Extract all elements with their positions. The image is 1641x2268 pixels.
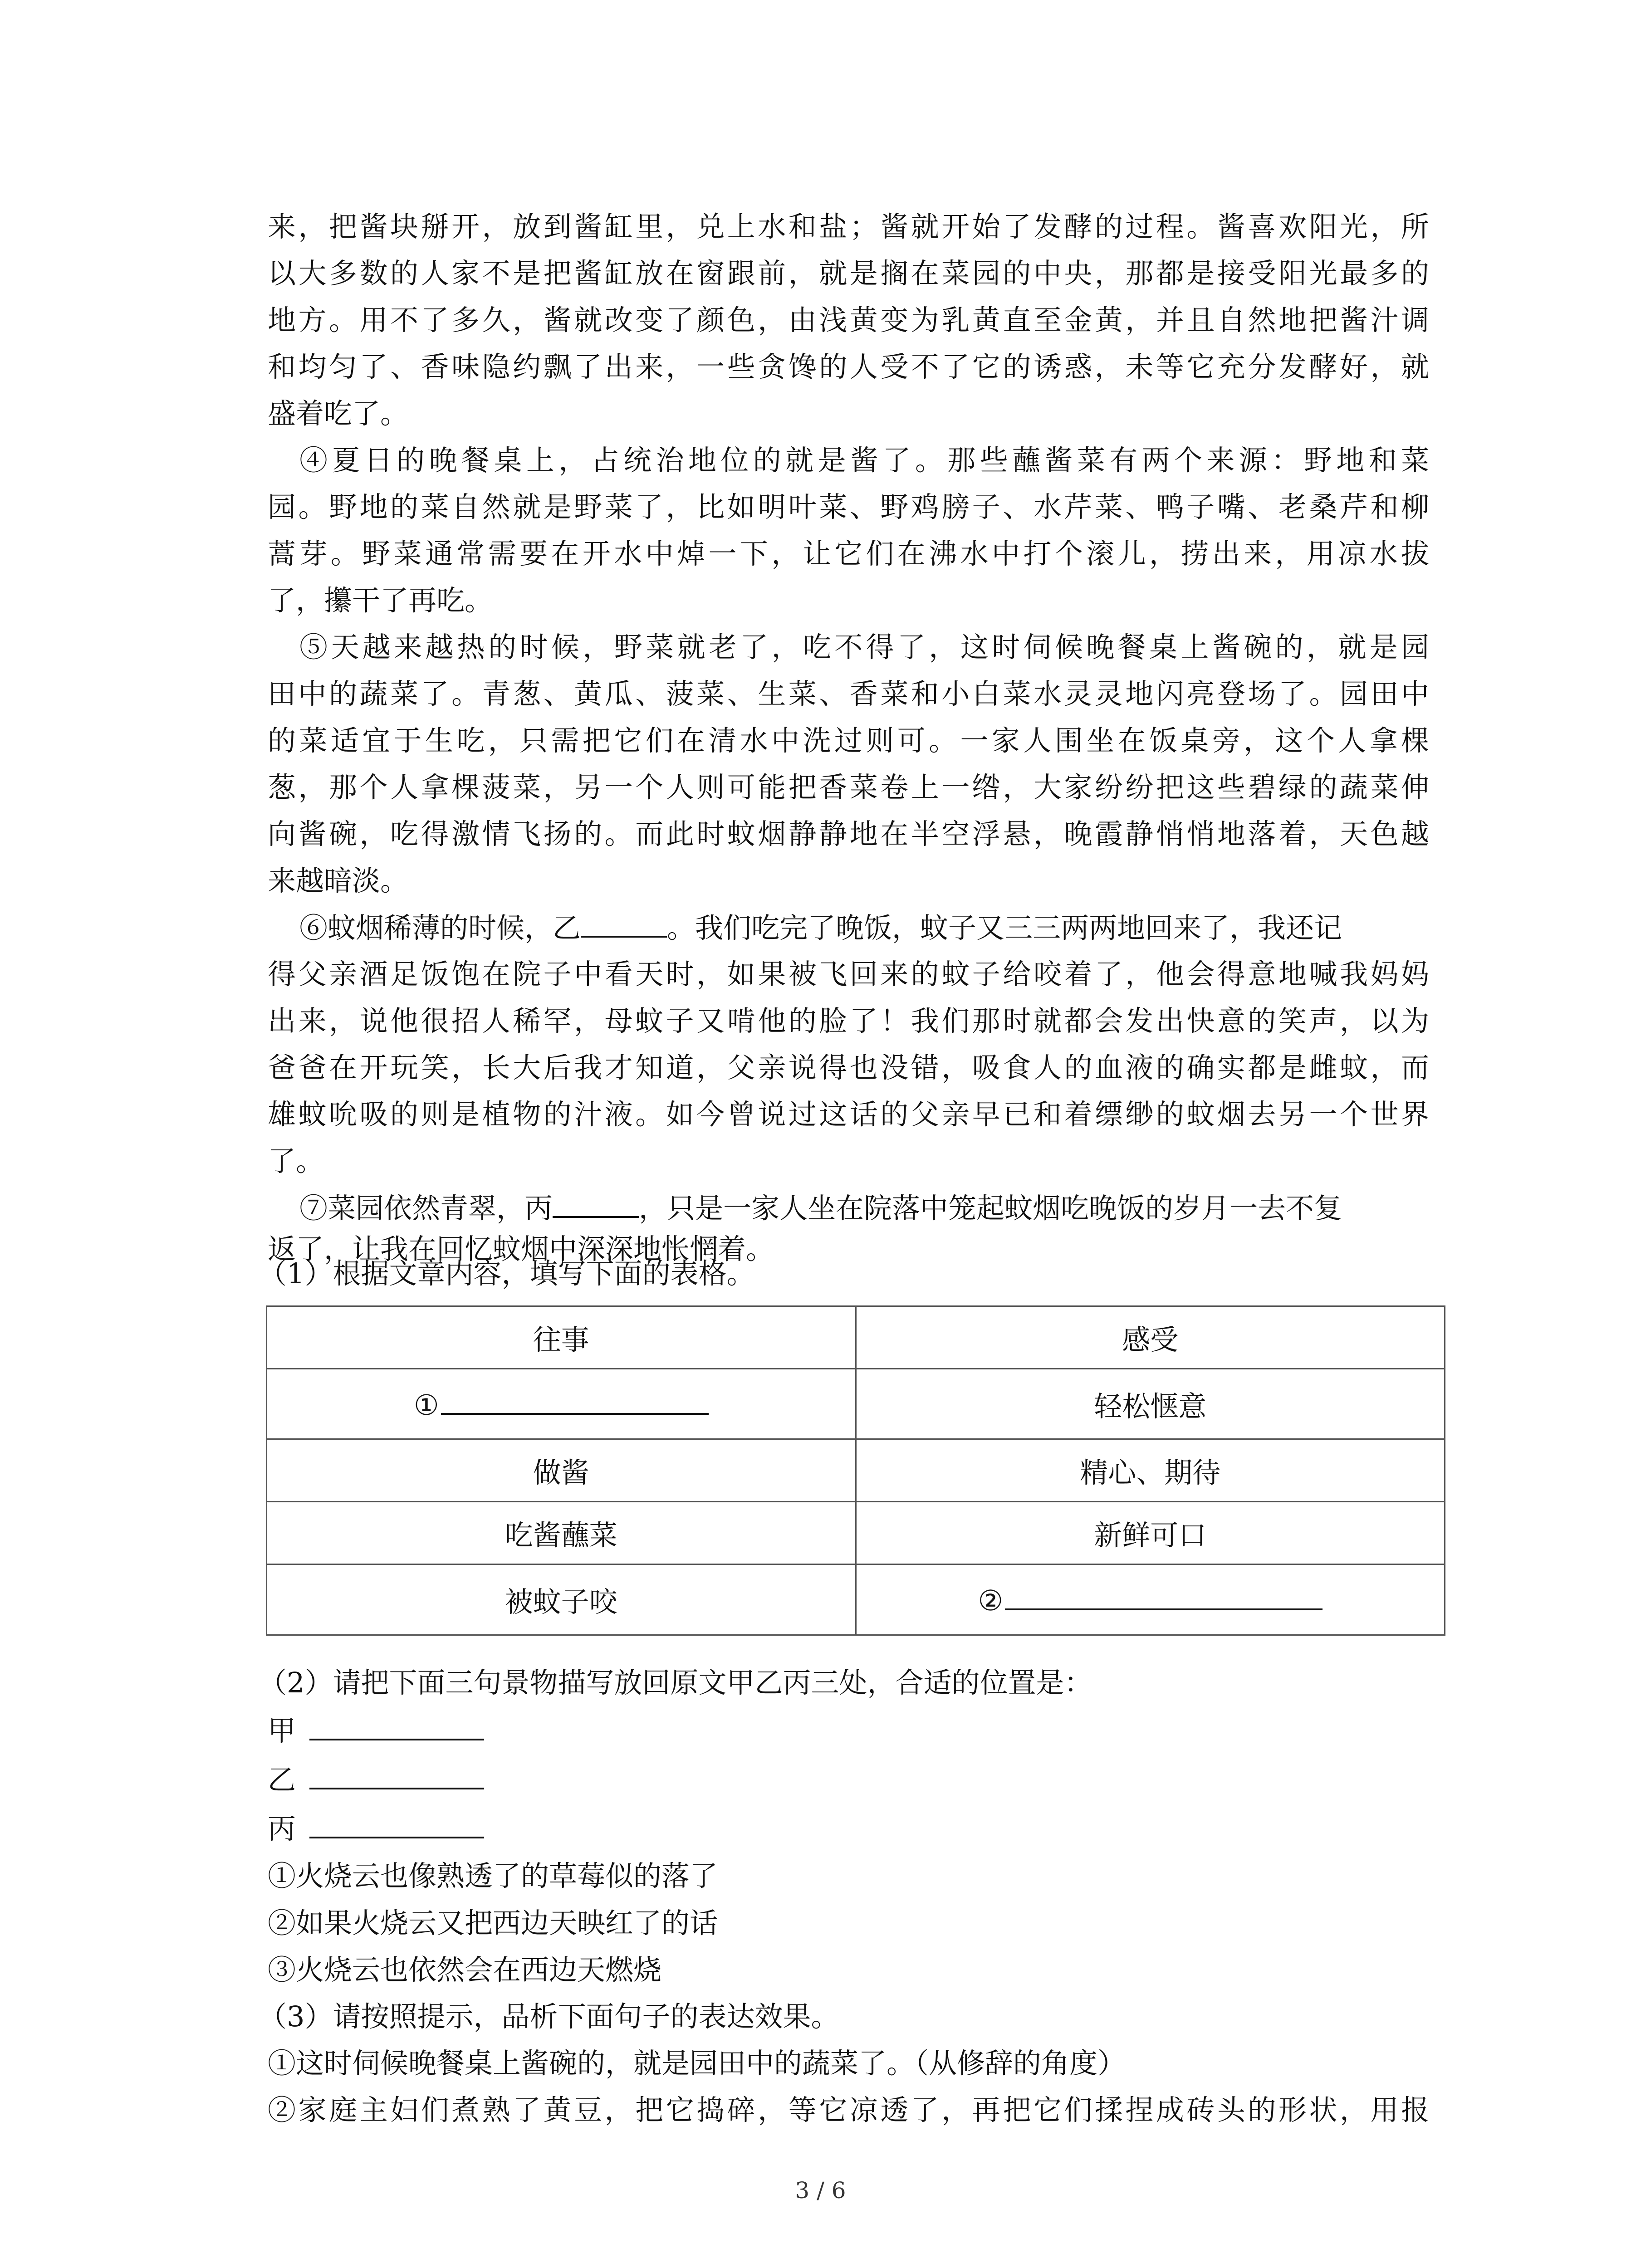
paragraph-7-prefix: ⑦菜园依然青翠，丙 bbox=[299, 1192, 553, 1225]
table-cell-event: 做酱 bbox=[267, 1439, 856, 1502]
slot-label: 丙 bbox=[268, 1812, 296, 1845]
paragraph-4-line: ④夏日的晚餐桌上，占统治地位的就是酱了。那些蘸酱菜有两个来源：野地和菜 bbox=[299, 444, 1429, 477]
table-row bbox=[267, 1502, 1445, 1564]
paragraph-6-line: 雄蚊吮吸的则是植物的汁液。如今曾说过这话的父亲早已和着缥缈的蚊烟去另一个世界 bbox=[268, 1098, 1429, 1131]
slot-bing bbox=[268, 1811, 1429, 1847]
table-row bbox=[267, 1564, 1445, 1635]
table-cell-feeling: 轻松惬意 bbox=[856, 1369, 1445, 1439]
paragraph-7-suffix: ，只是一家人坐在院落中笼起蚊烟吃晚饭的岁月一去不复 bbox=[639, 1192, 1342, 1225]
answer-blank-2[interactable] bbox=[1005, 1582, 1323, 1610]
blank-bing bbox=[553, 1190, 639, 1218]
option-item: ③火烧云也依然会在西边天燃烧 bbox=[268, 1953, 662, 1986]
paragraph-7-line: 返了，让我在回忆蚊烟中深深地怅惘着。 bbox=[268, 1232, 774, 1266]
slot-blank[interactable] bbox=[309, 1713, 484, 1740]
slot-blank[interactable] bbox=[309, 1762, 484, 1789]
paragraph-5-line: 的菜适宜于生吃，只需把它们在清水中洗过则可。一家人围坐在饭桌旁，这个人拿棵 bbox=[268, 724, 1429, 757]
table-header-row bbox=[267, 1306, 1445, 1369]
page-number: 3 / 6 bbox=[795, 2177, 846, 2204]
slot-label: 甲 bbox=[268, 1714, 296, 1747]
paragraph-7-first-line bbox=[299, 1190, 1429, 1227]
blank-yi bbox=[581, 909, 667, 938]
table-cell-event: 吃酱蘸菜 bbox=[267, 1502, 856, 1564]
paragraph-6-prefix: ⑥蚊烟稀薄的时候，乙 bbox=[299, 911, 581, 944]
answer-marker: ① bbox=[413, 1388, 439, 1422]
paragraph-4-line: 园。野地的菜自然就是野菜了，比如明叶菜、野鸡膀子、水芹菜、鸭子嘴、老桑芹和柳 bbox=[268, 490, 1429, 523]
paragraph-5-line: ⑤天越来越热的时候，野菜就老了，吃不得了，这时伺候晚餐桌上酱碗的，就是园 bbox=[299, 631, 1429, 664]
answer-marker: ② bbox=[978, 1584, 1004, 1617]
paragraph-3-line: 盛着吃了。 bbox=[268, 397, 409, 430]
table-cell-feeling: 新鲜可口 bbox=[856, 1502, 1445, 1564]
table-cell-event: 被蚊子咬 bbox=[267, 1564, 856, 1635]
question-1-prompt: （1）根据文章内容，填写下面的表格。 bbox=[259, 1257, 755, 1290]
table-cell-event bbox=[267, 1369, 856, 1439]
paragraph-6-line: 出来，说他很招人稀罕，母蚊子又啃他的脸了！我们那时就都会发出快意的笑声，以为 bbox=[268, 1004, 1429, 1037]
paragraph-4-line: 了，攥干了再吃。 bbox=[268, 584, 493, 617]
table-cell-feeling bbox=[856, 1564, 1445, 1635]
slot-yi bbox=[268, 1762, 1429, 1798]
table-header: 往事 bbox=[267, 1306, 856, 1369]
table-cell-feeling: 精心、期待 bbox=[856, 1439, 1445, 1502]
table-header: 感受 bbox=[856, 1306, 1445, 1369]
paragraph-3-line: 和均匀了、香味隐约飘了出来，一些贪馋的人受不了它的诱惑，未等它充分发酵好，就 bbox=[268, 350, 1429, 383]
question-3-prompt: （3）请按照提示，品析下面句子的表达效果。 bbox=[259, 2000, 839, 2033]
paragraph-5-line: 向酱碗，吃得激情飞扬的。而此时蚊烟静静地在半空浮悬，晚霞静悄悄地落着，天色越 bbox=[268, 817, 1429, 850]
question-2-prompt: （2）请把下面三句景物描写放回原文甲乙丙三处，合适的位置是： bbox=[259, 1666, 1092, 1699]
option-item: ②如果火烧云又把西边天映红了的话 bbox=[268, 1906, 718, 1940]
slot-jia bbox=[268, 1713, 1429, 1749]
question-3-item: ①这时伺候晚餐桌上酱碗的，就是园田中的蔬菜了。（从修辞的角度） bbox=[268, 2047, 1126, 2080]
paragraph-4-line: 蒿芽。野菜通常需要在开水中焯一下，让它们在沸水中打个滚儿，捞出来，用凉水拔 bbox=[268, 537, 1429, 570]
paragraph-3-line: 地方。用不了多久，酱就改变了颜色，由浅黄变为乳黄直至金黄，并且自然地把酱汁调 bbox=[268, 303, 1429, 337]
paragraph-6-first-line bbox=[299, 909, 1429, 946]
option-item: ①火烧云也像熟透了的草莓似的落了 bbox=[268, 1859, 718, 1892]
paragraph-6-line: 得父亲酒足饭饱在院子中看天时，如果被飞回来的蚊子给咬着了，他会得意地喊我妈妈 bbox=[268, 958, 1429, 991]
answer-blank-1[interactable] bbox=[441, 1387, 709, 1415]
slot-blank[interactable] bbox=[309, 1811, 484, 1838]
paragraph-3-line: 来，把酱块掰开，放到酱缸里，兑上水和盐；酱就开始了发酵的过程。酱喜欢阳光，所 bbox=[268, 210, 1429, 243]
paragraph-6-line: 了。 bbox=[268, 1144, 324, 1178]
slot-label: 乙 bbox=[268, 1763, 296, 1796]
paragraph-6-suffix: 。我们吃完了晚饭，蚊子又三三两两地回来了，我还记 bbox=[667, 911, 1342, 944]
answer-table bbox=[266, 1305, 1445, 1636]
paragraph-5-line: 田中的蔬菜了。青葱、黄瓜、菠菜、生菜、香菜和小白菜水灵灵地闪亮登场了。园田中 bbox=[268, 677, 1429, 710]
paragraph-5-line: 葱，那个人拿棵菠菜，另一个人则可能把香菜卷上一绺，大家纷纷把这些碧绿的蔬菜伸 bbox=[268, 771, 1429, 804]
table-row bbox=[267, 1369, 1445, 1439]
question-3-item: ②家庭主妇们煮熟了黄豆，把它捣碎，等它凉透了，再把它们揉捏成砖头的形状，用报 bbox=[268, 2093, 1429, 2126]
paragraph-6-line: 爸爸在开玩笑，长大后我才知道，父亲说得也没错，吸食人的血液的确实都是雌蚊，而 bbox=[268, 1051, 1429, 1084]
paragraph-5-line: 来越暗淡。 bbox=[268, 864, 409, 897]
paragraph-3-line: 以大多数的人家不是把酱缸放在窗跟前，就是搁在菜园的中央，那都是接受阳光最多的 bbox=[268, 257, 1429, 290]
table-row bbox=[267, 1439, 1445, 1502]
